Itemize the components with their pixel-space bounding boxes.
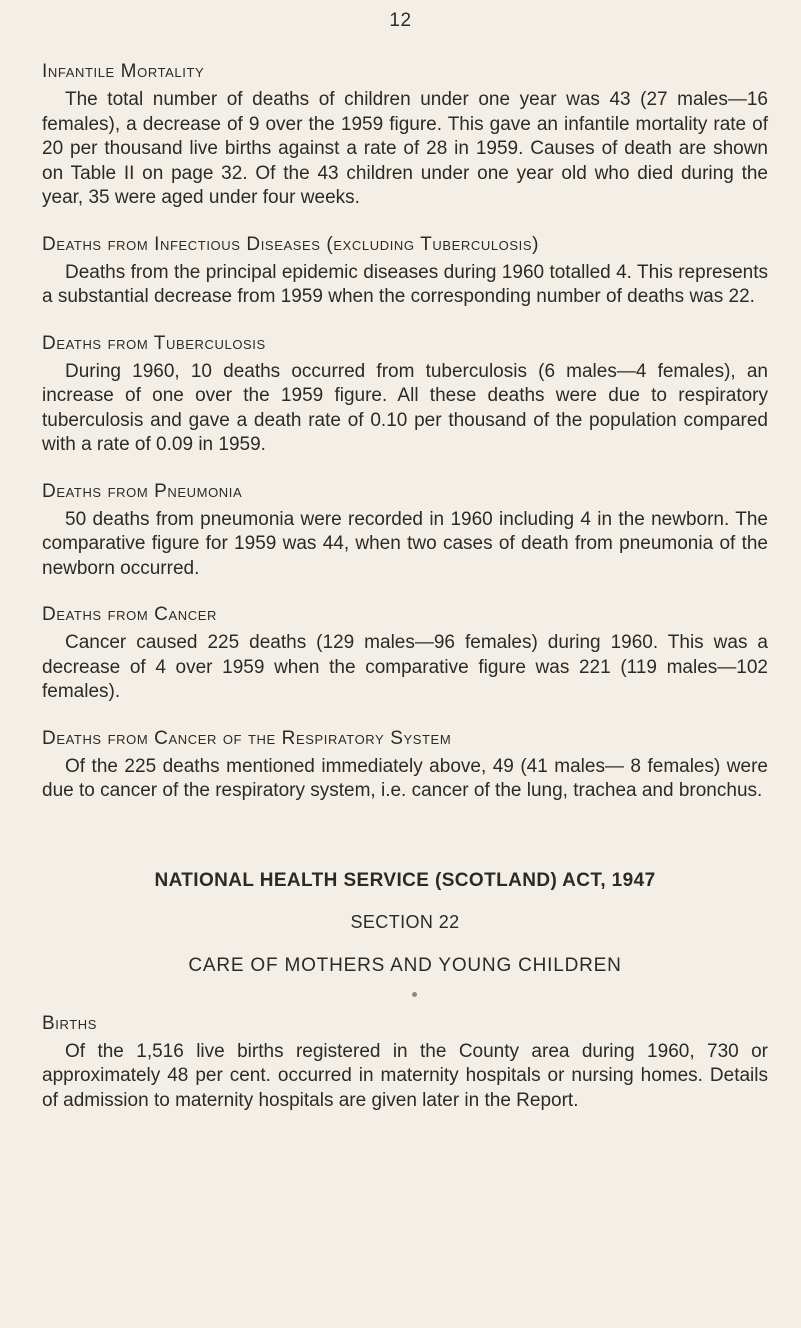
section-cancer-respiratory	[42, 727, 768, 804]
section-paragraph: Of the 1,516 live births registered in the County area during 1960, 730 or approximately 48 per cent. occurred in maternity hospitals or nursing homes. Details of admission to maternity hospitals are given later in the Report.	[42, 1040, 768, 1111]
section-heading: Births	[42, 1012, 98, 1034]
section-heading: Deaths from Infectious Diseases (excluding Tuberculosis)	[42, 233, 540, 255]
section-cancer	[42, 603, 768, 705]
paper-speck	[412, 992, 417, 997]
act-subtitle: CARE OF MOTHERS AND YOUNG CHILDREN	[188, 954, 622, 976]
section-heading: Deaths from Cancer	[42, 604, 217, 625]
section-pneumonia	[42, 480, 768, 582]
section-paragraph: Of the 225 deaths mentioned immediately above, 49 (41 males— 8 females) were due to cancer of the respiratory system, i.e. cancer of the lung, trachea and bronchus.	[42, 755, 768, 801]
section-heading: Infantile Mortality	[42, 61, 205, 82]
page-number: 12	[389, 10, 412, 31]
section-heading: Deaths from Cancer of the Respiratory System	[42, 727, 452, 749]
section-paragraph: The total number of deaths of children under one year was 43 (27 males—16 females), a decrease of 9 over the 1959 figure. This gave an infantile mortality rate of 20 per thousand live births against a rate of 28 in 1959. Causes of death are shown on Table II on page 32. Of the 43 children under one year old who died during the year, 35 were aged under four weeks.	[42, 89, 768, 208]
section-infantile-mortality	[42, 60, 768, 211]
page-content	[42, 60, 768, 1135]
section-paragraph: 50 deaths from pneumonia were recorded in 1960 including 4 in the newborn. The comparative figure for 1959 was 44, when two cases of death from pneumonia of the newborn occurred.	[42, 508, 768, 579]
act-section-label: SECTION 22	[350, 911, 460, 932]
section-paragraph: Cancer caused 225 deaths (129 males—96 females) during 1960. This was a decrease of 4 over 1959 when the comparative figure was 221 (119 males—102 females).	[42, 632, 768, 702]
section-paragraph: During 1960, 10 deaths occurred from tuberculosis (6 males—4 females), an increase of one over the 1959 figure. All these deaths were due to respiratory tuberculosis and gave a death rate of 0.10 per thousand of the population compared with a rate of 0.09 in 1959.	[42, 360, 768, 455]
act-title: NATIONAL HEALTH SERVICE (SCOTLAND) ACT, 1947	[154, 869, 656, 891]
section-heading: Deaths from Pneumonia	[42, 480, 243, 502]
section-heading: Deaths from Tuberculosis	[42, 332, 266, 354]
section-infectious-diseases	[42, 233, 768, 310]
section-paragraph: Deaths from the principal epidemic diseases during 1960 totalled 4. This represents a substantial decrease from 1959 when the corresponding number of deaths was 22.	[42, 261, 768, 307]
act-title-block	[42, 870, 768, 977]
section-tuberculosis	[42, 332, 768, 458]
section-births	[42, 1012, 768, 1114]
